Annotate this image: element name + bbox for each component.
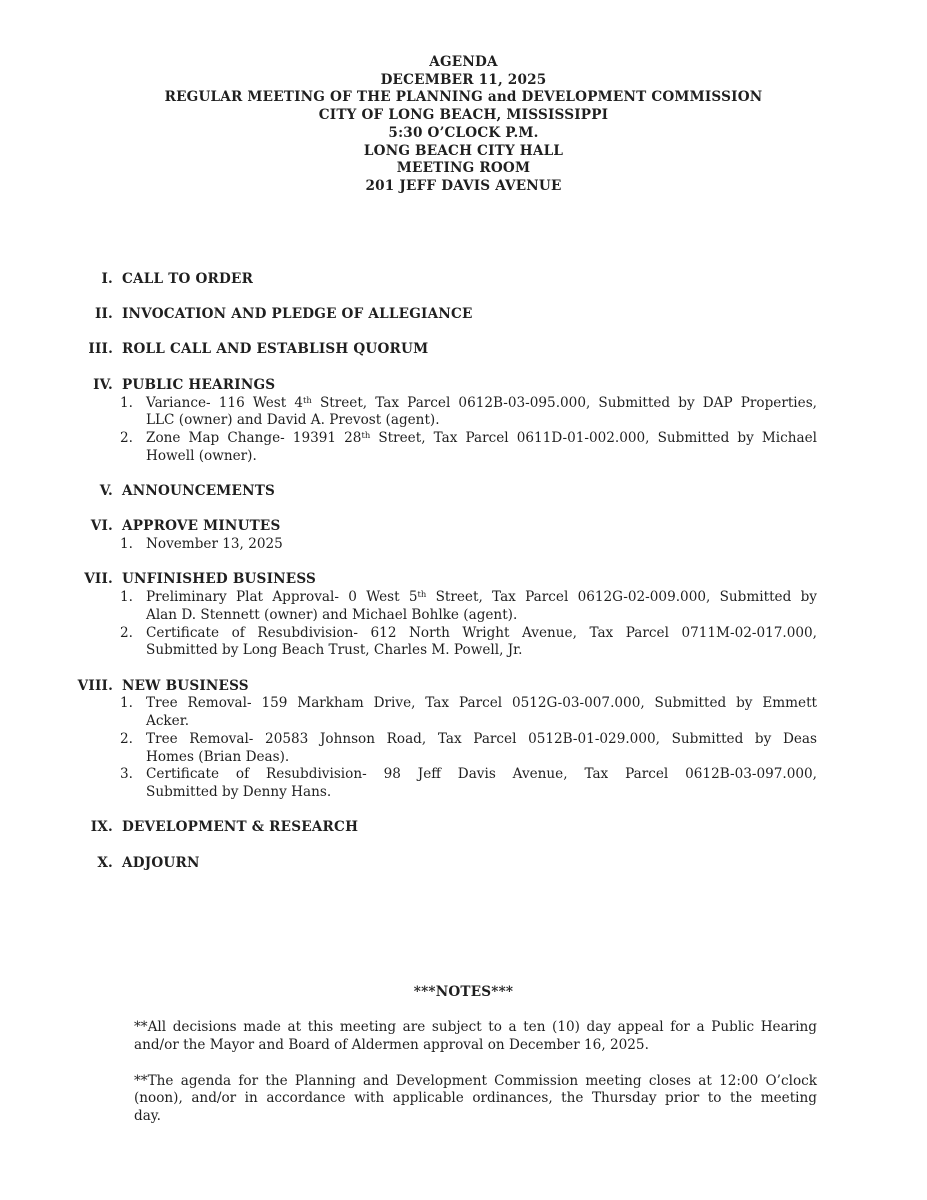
document-header: [0, 0, 927, 196]
section-items: [120, 695, 927, 801]
text-line: [146, 625, 817, 643]
section-numeral: IV.: [93, 376, 113, 393]
agenda-section: [0, 855, 927, 873]
section-numeral: III.: [88, 341, 113, 358]
ordinal-suffix: [418, 589, 427, 599]
section-items: [120, 589, 927, 660]
text-line: [146, 749, 817, 767]
section-numeral: V.: [99, 483, 113, 499]
text-line: [134, 1019, 817, 1037]
item-number: 1.: [120, 695, 133, 712]
text-segment: **The agenda for the Planning and Development Commission meeting closes at 12:00 O’clock: [134, 1072, 817, 1089]
agenda-section: [0, 819, 927, 837]
agenda-section: [0, 271, 927, 289]
section-numeral: II.: [94, 306, 113, 323]
agenda-section: [0, 678, 927, 802]
text-line: [146, 713, 817, 731]
text-segment: Certificate of Resubdivision- 612 North Wright Avenue, Tax Parcel 0711M-02-017.000,: [146, 624, 817, 641]
text-segment: (noon), and/or in accordance with applicable ordinances, the Thursday prior to the meeting: [134, 1090, 817, 1107]
text-line: [146, 395, 817, 413]
agenda-section: [0, 571, 927, 660]
text-line: [146, 448, 817, 466]
section-title: ADJOURN: [122, 854, 200, 871]
section-numeral: IX.: [90, 819, 113, 836]
agenda-sections: [0, 271, 927, 873]
section-title: ROLL CALL AND ESTABLISH QUORUM: [122, 341, 429, 358]
section-heading-row: [0, 271, 927, 289]
section-numeral: VII.: [84, 571, 113, 588]
text-segment: Submitted by Long Beach Trust, Charles M. Powell, Jr.: [146, 642, 523, 659]
item-number: 2.: [120, 624, 133, 641]
section-heading-row: [0, 855, 927, 873]
header-line: 5:30 O’CLOCK P.M.: [388, 124, 539, 141]
text-line: [146, 430, 817, 448]
header-line: AGENDA: [429, 54, 498, 70]
header-line: 201 JEFF DAVIS AVENUE: [365, 177, 562, 194]
item-text: [146, 625, 817, 660]
note-paragraph: [134, 1019, 817, 1054]
text-line: [146, 731, 817, 749]
ordinal-suffix: [303, 395, 312, 405]
header-line: MEETING ROOM: [396, 160, 531, 177]
text-segment: Street, Tax Parcel 0611D-01-002.000, Submitted by Michael: [370, 429, 817, 446]
agenda-item: [120, 625, 927, 660]
section-items: [120, 536, 927, 554]
item-number: 3.: [120, 766, 133, 783]
text-segment: and/or the Mayor and Board of Aldermen approval on December 16, 2025.: [134, 1037, 649, 1054]
item-text: [146, 695, 817, 730]
section-title: PUBLIC HEARINGS: [122, 376, 276, 393]
section-heading-row: [0, 306, 927, 324]
text-line: [146, 607, 817, 625]
item-text: [146, 430, 817, 465]
header-line: REGULAR MEETING OF THE PLANNING and DEVELOPMENT COMMISSION: [164, 89, 763, 106]
item-text: [146, 536, 817, 554]
item-number: 2.: [120, 730, 133, 747]
text-segment: Submitted by Denny Hans.: [146, 783, 332, 800]
text-line: [146, 536, 817, 554]
agenda-section: [0, 377, 927, 466]
item-number: 1.: [120, 536, 133, 553]
section-title: UNFINISHED BUSINESS: [122, 571, 317, 588]
header-line: DECEMBER 11, 2025: [380, 71, 547, 88]
section-heading-row: [0, 341, 927, 359]
agenda-section: [0, 306, 927, 324]
section-heading-row: [0, 571, 927, 589]
agenda-item: [120, 430, 927, 465]
text-line: [134, 1073, 817, 1091]
item-text: [146, 395, 817, 430]
text-segment: **All decisions made at this meeting are subject to a ten (10) day appeal for a Public Hearing: [134, 1019, 817, 1036]
notes-title: ***NOTES***: [413, 984, 514, 1001]
section-heading-row: [0, 483, 927, 501]
text-segment: Homes (Brian Deas).: [146, 748, 290, 765]
agenda-section: [0, 483, 927, 501]
ordinal-suffix-text: th: [303, 394, 312, 405]
section-numeral: VI.: [90, 518, 113, 535]
text-segment: Certificate of Resubdivision- 98 Jeff Davis Avenue, Tax Parcel 0612B-03-097.000,: [146, 766, 817, 783]
section-items: [120, 395, 927, 466]
text-segment: Tree Removal- 159 Markham Drive, Tax Parcel 0512G-03-007.000, Submitted by Emmett: [146, 695, 817, 712]
text-segment: LLC (owner) and David A. Prevost (agent).: [146, 412, 440, 429]
item-text: [146, 731, 817, 766]
text-line: [146, 642, 817, 660]
section-heading-row: [0, 518, 927, 536]
agenda-item: [120, 536, 927, 554]
item-number: 2.: [120, 429, 133, 446]
text-line: [146, 766, 817, 784]
section-title: ANNOUNCEMENTS: [122, 483, 276, 499]
text-line: [146, 784, 817, 802]
text-line: [146, 412, 817, 430]
text-line: [134, 1037, 817, 1055]
agenda-section: [0, 341, 927, 359]
ordinal-suffix: [361, 430, 370, 440]
text-segment: Tree Removal- 20583 Johnson Road, Tax Parcel 0512B-01-029.000, Submitted by Deas: [146, 730, 817, 747]
text-segment: Acker.: [146, 713, 190, 730]
section-title: INVOCATION AND PLEDGE OF ALLEGIANCE: [122, 306, 473, 323]
section-heading-row: [0, 819, 927, 837]
text-segment: Alan D. Stennett (owner) and Michael Bohlke (agent).: [146, 606, 518, 623]
section-heading-row: [0, 678, 927, 696]
text-segment: Street, Tax Parcel 0612B-03-095.000, Submitted by DAP Properties,: [311, 394, 817, 411]
section-title: DEVELOPMENT & RESEARCH: [122, 819, 359, 836]
text-line: [134, 1108, 817, 1126]
text-line: [146, 589, 817, 607]
header-line: CITY OF LONG BEACH, MISSISSIPPI: [318, 107, 609, 124]
section-numeral: I.: [101, 270, 113, 287]
section-heading-row: [0, 377, 927, 395]
agenda-item: [120, 589, 927, 624]
note-paragraph: [134, 1073, 817, 1126]
agenda-item: [120, 766, 927, 801]
agenda-item: [120, 695, 927, 730]
section-title: NEW BUSINESS: [122, 677, 249, 694]
text-segment: Zone Map Change- 19391 28: [146, 429, 362, 446]
agenda-item: [120, 731, 927, 766]
item-number: 1.: [120, 589, 133, 606]
text-segment: Howell (owner).: [146, 447, 257, 464]
item-number: 1.: [120, 394, 133, 411]
text-segment: day.: [134, 1107, 162, 1124]
agenda-section: [0, 518, 927, 553]
section-numeral: VIII.: [77, 677, 113, 694]
section-title: APPROVE MINUTES: [122, 518, 281, 535]
agenda-item: [120, 395, 927, 430]
item-text: [146, 589, 817, 624]
header-line: LONG BEACH CITY HALL: [363, 142, 564, 159]
text-line: [146, 695, 817, 713]
text-segment: Street, Tax Parcel 0612G-02-009.000, Submitted by: [426, 589, 817, 606]
text-line: [134, 1090, 817, 1108]
ordinal-suffix-text: th: [361, 430, 371, 441]
text-segment: Variance- 116 West 4: [146, 394, 303, 411]
text-segment: Preliminary Plat Approval- 0 West 5: [146, 589, 418, 606]
notes-body: [134, 1019, 817, 1125]
ordinal-suffix-text: th: [417, 589, 427, 600]
item-text: [146, 766, 817, 801]
section-title: CALL TO ORDER: [122, 270, 254, 287]
text-segment: November 13, 2025: [146, 536, 283, 553]
section-numeral: X.: [97, 854, 113, 871]
